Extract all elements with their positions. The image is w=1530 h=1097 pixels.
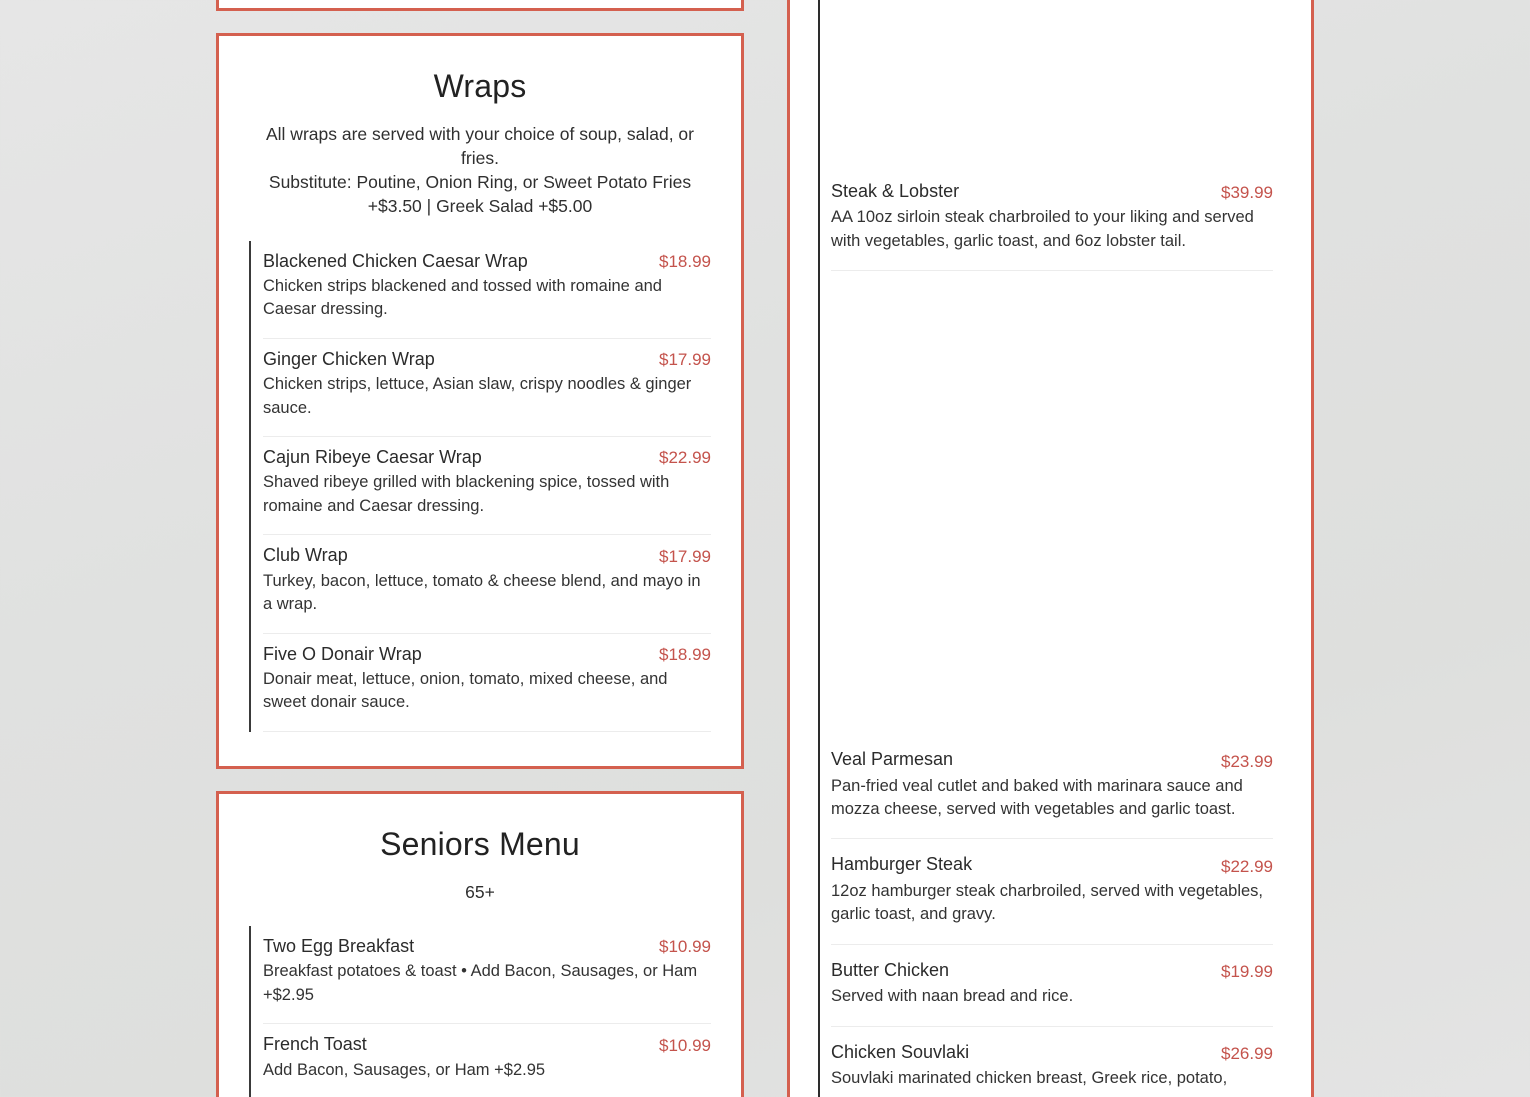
- menu-item[interactable]: [263, 535, 711, 633]
- menu-item-name: Chicken Souvlaki: [831, 1041, 970, 1062]
- menu-item-header: [263, 339, 711, 371]
- menu-item-header: [263, 241, 711, 273]
- menu-item-name: Butter Chicken: [831, 959, 950, 980]
- menu-item-description: Chicken strips, lettuce, Asian slaw, crispy noodles & ginger sauce.: [263, 375, 692, 417]
- menu-item-header: [263, 535, 711, 567]
- menu-item-description: Breakfast potatoes & toast • Add Bacon, Sausages, or Ham +$2.95: [263, 962, 698, 1004]
- menu-item-price: $18.99: [659, 251, 711, 271]
- menu-item-header: [263, 1024, 711, 1056]
- menu-item[interactable]: [831, 853, 1273, 944]
- menu-item-name: Steak & Lobster: [831, 181, 960, 201]
- seniors-subtitle-line-1: 65+: [465, 881, 495, 902]
- menu-item-name: French Toast: [263, 1034, 367, 1055]
- menu-item-price: $18.99: [659, 644, 711, 664]
- menu-item-description: 12oz hamburger steak charbroiled, served with vegetables, garlic toast, and gravy.: [831, 881, 1263, 924]
- menu-item-price: $17.99: [659, 350, 711, 370]
- menu-item-name: Club Wrap: [263, 545, 348, 566]
- menu-item-price: $39.99: [1221, 183, 1273, 203]
- menu-item-header: [263, 926, 711, 958]
- wraps-subtitle-line-1: All wraps are served with your choice of soup, salad, or fries.: [266, 124, 694, 169]
- menu-item-name: Hamburger Steak: [831, 854, 973, 875]
- menu-item-price: $26.99: [1221, 1043, 1273, 1063]
- menu-item-price: $10.99: [659, 1035, 711, 1055]
- menu-item-name: Cajun Ribeye Caesar Wrap: [263, 447, 482, 468]
- menu-item-divider: [831, 270, 1273, 271]
- menu-item-header: [831, 959, 1273, 982]
- wraps-section-card: [216, 33, 744, 769]
- menu-item-price: $10.99: [659, 937, 711, 957]
- right-column-item-list: [818, 0, 1311, 1097]
- menu-item-header: [831, 180, 1273, 203]
- seniors-section-title: Seniors Menu: [380, 825, 580, 862]
- seniors-section-card: [216, 791, 744, 1097]
- menu-item-header: [831, 1041, 1273, 1064]
- menu-item[interactable]: [831, 1041, 1273, 1091]
- menu-item-divider: [831, 944, 1273, 945]
- right-column-card: [787, 0, 1314, 1097]
- menu-item-name: Veal Parmesan: [831, 749, 954, 770]
- menu-item-description: Donair meat, lettuce, onion, tomato, mixed cheese, and sweet donair sauce.: [263, 669, 668, 712]
- menu-item-description: Shaved ribeye grilled with blackening spice, tossed with romaine and Caesar dressing.: [263, 473, 670, 515]
- menu-item[interactable]: [263, 634, 711, 732]
- menu-item-description: Turkey, bacon, lettuce, tomato & cheese blend, and mayo in a wrap.: [263, 571, 701, 614]
- menu-item-header: [831, 748, 1273, 771]
- menu-item-description: Chicken strips blackened and tossed with romaine and Caesar dressing.: [263, 276, 662, 319]
- menu-item-name: Five O Donair Wrap: [263, 643, 422, 664]
- wraps-section-title: Wraps: [433, 68, 527, 104]
- menu-item-price: $22.99: [1221, 856, 1273, 876]
- menu-item[interactable]: [263, 1024, 711, 1097]
- menu-item-header: [263, 634, 711, 666]
- menu-item-description: Add Bacon, Sausages, or Ham +$2.95: [263, 1060, 546, 1079]
- wraps-card-body: [219, 36, 741, 766]
- dish-image-placeholder: [831, 0, 1273, 180]
- menu-item-description: Pan-fried veal cutlet and baked with marinara sauce and mozza cheese, served with vegetables and garlic toast.: [831, 776, 1243, 819]
- left-column: [216, 0, 744, 1097]
- previous-section-card-fragment: [216, 0, 744, 11]
- menu-item-divider: [831, 838, 1273, 839]
- menu-item[interactable]: [263, 241, 711, 339]
- menu-item-name: Blackened Chicken Caesar Wrap: [263, 250, 528, 271]
- menu-item-divider: [263, 731, 711, 732]
- dish-image-placeholder: [831, 285, 1273, 748]
- menu-item-divider: [831, 1026, 1273, 1027]
- menu-item[interactable]: [831, 748, 1273, 839]
- seniors-card-body: [219, 794, 741, 1097]
- menu-item-description: Served with naan bread and rice.: [831, 987, 1074, 1006]
- menu-item[interactable]: [263, 437, 711, 535]
- wraps-subtitle-line-2: Substitute: Poutine, Onion Ring, or Sweet Potato Fries +$3.50 | Greek Salad +$5.00: [268, 172, 692, 217]
- menu-item[interactable]: [263, 339, 711, 437]
- menu-item-price: $17.99: [659, 546, 711, 566]
- menu-item-price: $19.99: [1221, 962, 1273, 982]
- menu-item[interactable]: [831, 959, 1273, 1027]
- menu-item-description: AA 10oz sirloin steak charbroiled to your liking and served with vegetables, garlic toast, and 6oz lobster tail.: [831, 208, 1254, 250]
- menu-item-price: $23.99: [1221, 751, 1273, 771]
- menu-item-name: Ginger Chicken Wrap: [263, 348, 435, 369]
- menu-item-description: Souvlaki marinated chicken breast, Greek rice, potato,: [831, 1068, 1228, 1087]
- menu-item-header: [831, 853, 1273, 876]
- menu-item[interactable]: [831, 180, 1273, 271]
- menu-item-price: $22.99: [659, 448, 711, 468]
- wraps-item-list: [249, 241, 711, 732]
- menu-item[interactable]: [263, 926, 711, 1024]
- menu-item-header: [263, 437, 711, 469]
- seniors-item-list: [249, 926, 711, 1097]
- card-gap: [216, 769, 744, 791]
- menu-item-name: Two Egg Breakfast: [263, 935, 415, 956]
